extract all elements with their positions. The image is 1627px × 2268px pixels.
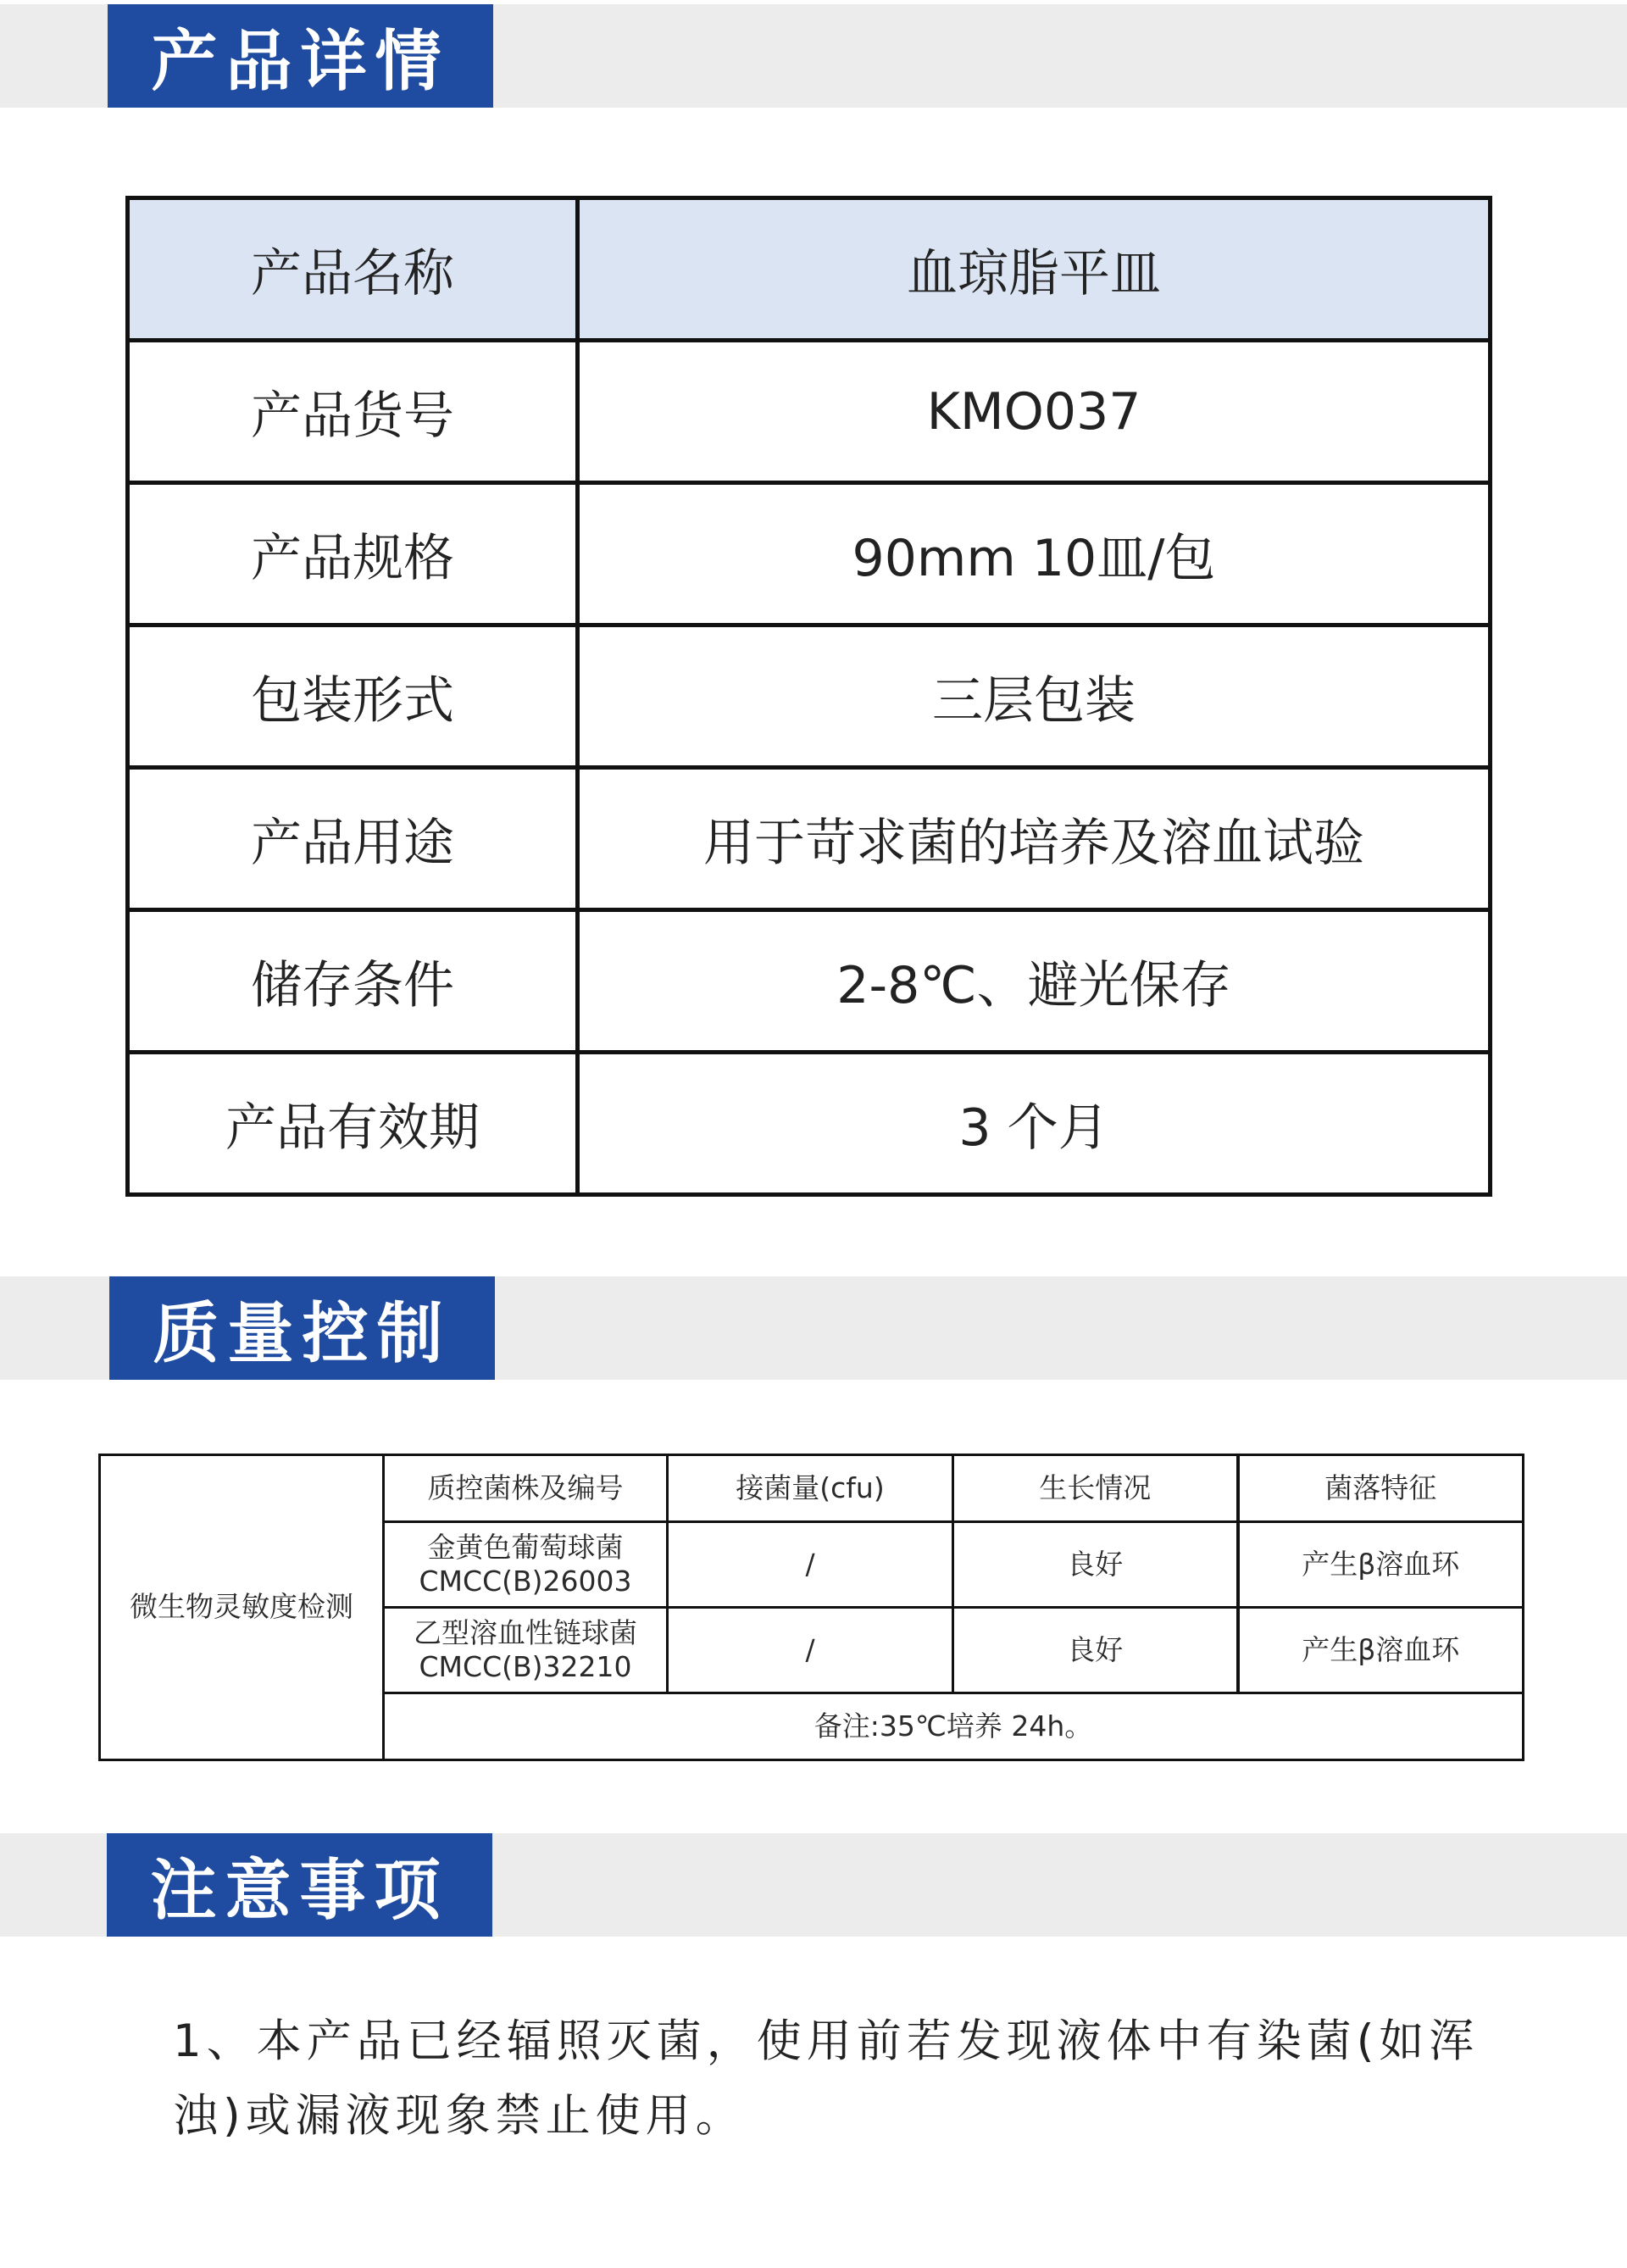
details-row-code [128, 341, 1491, 483]
details-row-spec [128, 483, 1491, 625]
details-value: 2-8℃、避光保存 [578, 910, 1491, 1053]
notes-list [173, 2004, 1495, 2154]
qc-inoculum: / [668, 1522, 953, 1608]
section-title-qc: 质量控制 [109, 1276, 495, 1380]
notes-item: 1、本产品已经辐照灭菌，使用前若发现液体中有染菌(如浑浊)或漏液现象禁止使用。 [173, 2015, 1480, 2142]
qc-header-strain: 质控菌株及编号 [384, 1455, 668, 1522]
details-row-packaging [128, 625, 1491, 768]
qc-header-growth: 生长情况 [953, 1455, 1238, 1522]
details-label: 产品名称 [128, 198, 578, 341]
qc-header-feature: 菌落特征 [1238, 1455, 1524, 1522]
qc-strain-name: 金黄色葡萄球菌 [427, 1530, 624, 1564]
details-value: 三层包装 [578, 625, 1491, 768]
details-row-storage [128, 910, 1491, 1053]
qc-growth: 良好 [953, 1522, 1238, 1608]
section-title-notes: 注意事项 [107, 1833, 492, 1937]
qc-strain-cell [384, 1608, 668, 1693]
qc-feature: 产生β溶血环 [1238, 1608, 1524, 1693]
details-value: KMO037 [578, 341, 1491, 483]
details-value: 用于苛求菌的培养及溶血试验 [578, 768, 1491, 910]
details-value: 90mm 10皿/包 [578, 483, 1491, 625]
details-label: 包装形式 [128, 625, 578, 768]
details-row-name [128, 198, 1491, 341]
details-row-shelf-life [128, 1053, 1491, 1195]
qc-strain-name: 乙型溶血性链球菌 [414, 1615, 637, 1649]
details-label: 产品货号 [128, 341, 578, 483]
details-value: 3 个月 [578, 1053, 1491, 1195]
qc-header-row [100, 1455, 1524, 1522]
qc-note: 备注:35℃培养 24h。 [384, 1693, 1524, 1760]
details-label: 储存条件 [128, 910, 578, 1053]
qc-strain-cell [384, 1522, 668, 1608]
details-label: 产品有效期 [128, 1053, 578, 1195]
qc-inoculum: / [668, 1608, 953, 1693]
details-row-usage [128, 768, 1491, 910]
qc-growth: 良好 [953, 1608, 1238, 1693]
details-value: 血琼脂平皿 [578, 198, 1491, 341]
qc-feature: 产生β溶血环 [1238, 1522, 1524, 1608]
details-label: 产品规格 [128, 483, 578, 625]
section-title-details: 产品详情 [108, 4, 493, 108]
qc-header-inoculum: 接菌量(cfu) [668, 1455, 953, 1522]
qc-strain-code: CMCC(B)32210 [419, 1650, 632, 1683]
details-label: 产品用途 [128, 768, 578, 910]
product-details-table [125, 196, 1492, 1197]
qc-side-label: 微生物灵敏度检测 [100, 1455, 384, 1760]
qc-strain-code: CMCC(B)26003 [419, 1565, 632, 1598]
quality-control-table [98, 1454, 1524, 1761]
